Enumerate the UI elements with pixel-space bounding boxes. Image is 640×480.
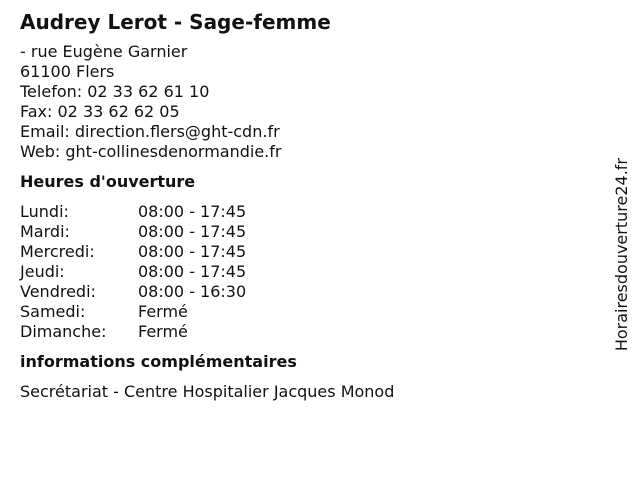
additional-info-text: Secrétariat - Centre Hospitalier Jacques Monod [20, 382, 395, 401]
time-value: 08:00 - 17:45 [138, 222, 247, 241]
fax-row [20, 102, 600, 122]
hours-row [20, 242, 600, 262]
day-label: Jeudi: [20, 262, 65, 281]
hours-row [20, 222, 600, 242]
time-value: Fermé [138, 322, 188, 341]
site-watermark-text: Horairesdouverture24.fr [612, 158, 631, 352]
day-label: Mardi: [20, 222, 70, 241]
day-label: Samedi: [20, 302, 86, 321]
address-line-2: 61100 Flers [20, 62, 115, 81]
web-label: Web: [20, 142, 61, 161]
site-watermark [610, 135, 634, 375]
hours-row [20, 282, 600, 302]
time-value: 08:00 - 17:45 [138, 262, 247, 281]
phone-row [20, 82, 600, 102]
hours-row [20, 262, 600, 282]
hours-row [20, 202, 600, 222]
time-value: Fermé [138, 302, 188, 321]
fax-value: 02 33 62 62 05 [57, 102, 180, 121]
page-title: Audrey Lerot - Sage-femme [20, 10, 331, 34]
web-row [20, 142, 600, 162]
day-label: Vendredi: [20, 282, 96, 301]
phone-value[interactable]: 02 33 62 61 10 [87, 82, 210, 101]
fax-label: Fax: [20, 102, 53, 121]
address-line-1: - rue Eugène Garnier [20, 42, 188, 61]
email-label: Email: [20, 122, 70, 141]
additional-info-heading: informations complémentaires [20, 352, 297, 371]
hours-row [20, 322, 600, 342]
day-label: Dimanche: [20, 322, 107, 341]
time-value: 08:00 - 17:45 [138, 242, 247, 261]
time-value: 08:00 - 16:30 [138, 282, 247, 301]
business-card [20, 10, 600, 402]
day-label: Lundi: [20, 202, 69, 221]
phone-label: Telefon: [20, 82, 83, 101]
time-value: 08:00 - 17:45 [138, 202, 247, 221]
hours-heading: Heures d'ouverture [20, 172, 196, 191]
hours-row [20, 302, 600, 322]
hours-list [20, 202, 600, 342]
day-label: Mercredi: [20, 242, 95, 261]
email-link[interactable]: direction.flers@ght-cdn.fr [74, 122, 280, 141]
web-link[interactable]: ght-collinesdenormandie.fr [65, 142, 282, 161]
email-row [20, 122, 600, 142]
